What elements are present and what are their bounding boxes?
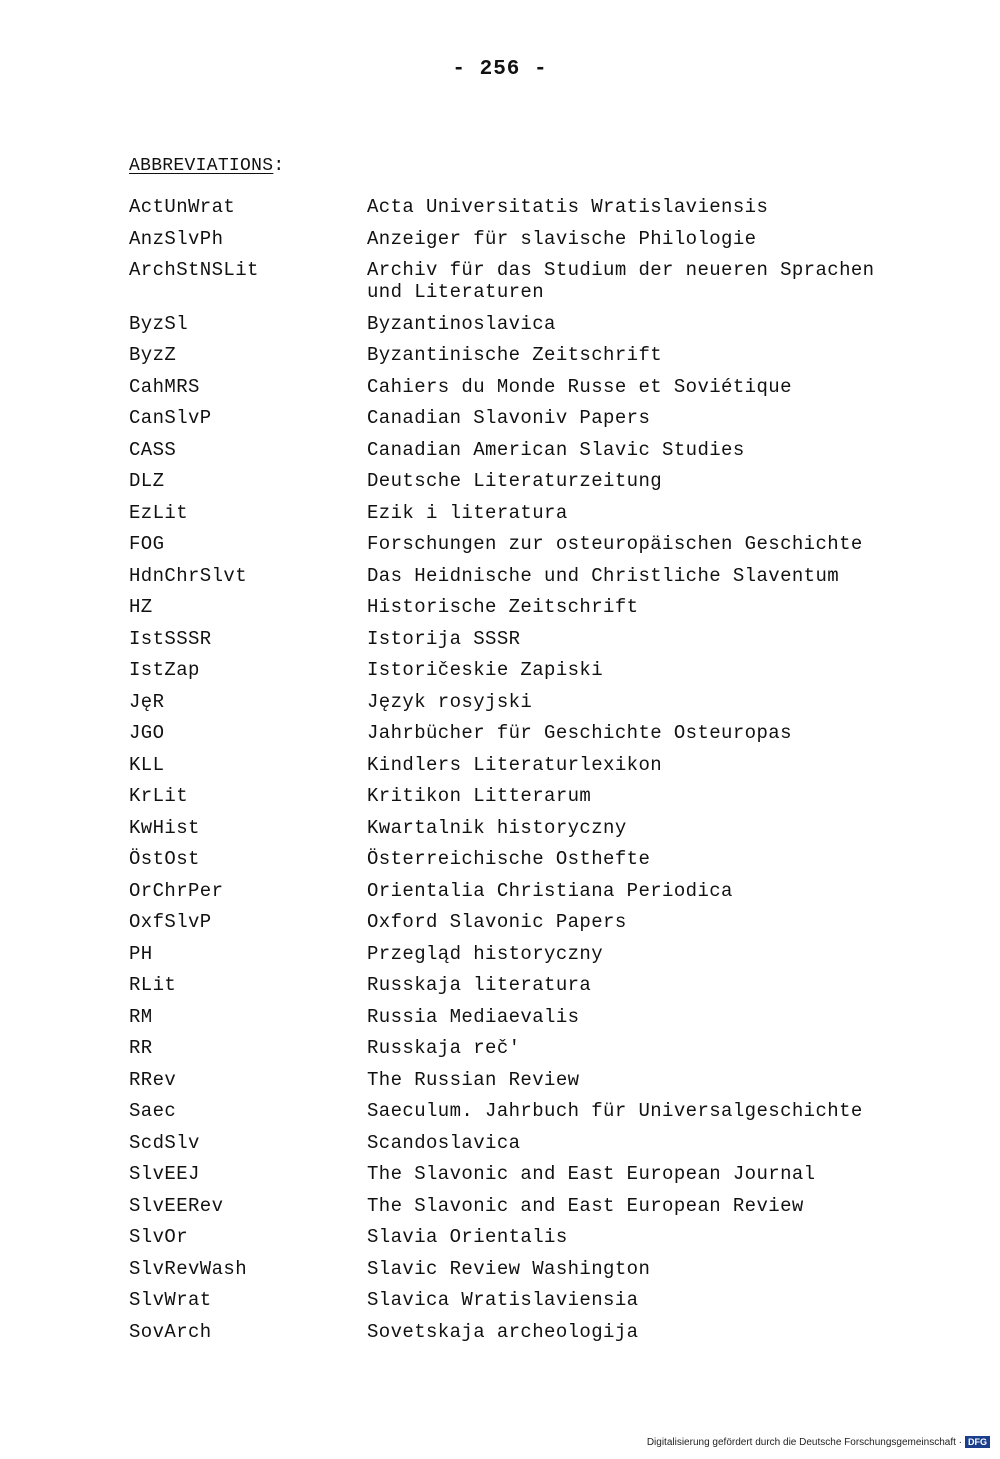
list-item [129, 785, 929, 807]
list-item [129, 1037, 929, 1059]
abbreviation: OxfSlvP [129, 911, 212, 933]
abbreviation: HdnChrSlvt [129, 564, 248, 587]
full-title [367, 1289, 929, 1311]
list-item [129, 1321, 929, 1343]
list-item [129, 533, 929, 555]
abbreviation: PH [129, 942, 153, 965]
full-title-line: Acta Universitatis Wratislaviensis [367, 196, 769, 218]
full-title-line: Forschungen zur osteuropäischen Geschichte [367, 533, 863, 555]
list-item [129, 344, 929, 366]
full-title-line: The Russian Review [367, 1068, 580, 1091]
footer-text: Digitalisierung gefördert durch die Deutsche Forschungsgemeinschaft · [646, 1436, 962, 1448]
page-number: - 256 - [452, 58, 548, 81]
full-title-line: Język rosyjski [367, 690, 533, 713]
abbreviation: CanSlvP [129, 407, 212, 429]
full-title-line: Orientalia Christiana Periodica [367, 879, 733, 902]
full-title [367, 407, 929, 429]
full-title-line: Przegląd historyczny [367, 942, 604, 965]
abbreviation: KrLit [129, 785, 189, 807]
full-title [367, 659, 929, 681]
list-item [129, 628, 929, 650]
list-item [129, 880, 929, 902]
full-title-line: Canadian Slavoniv Papers [367, 407, 651, 429]
list-item [129, 1132, 929, 1154]
full-title-line: The Slavonic and East European Journal [367, 1163, 816, 1185]
full-title-line: Istorija SSSR [367, 627, 521, 650]
list-item [129, 1226, 929, 1248]
full-title [367, 502, 929, 524]
list-item [129, 1069, 929, 1091]
list-item [129, 1100, 929, 1122]
abbreviation: ÖstOst [129, 848, 200, 870]
abbreviations-heading [129, 156, 284, 176]
full-title-line: Russkaja literatura [367, 974, 592, 996]
full-title-line: Ezik i literatura [367, 501, 568, 524]
list-item [129, 943, 929, 965]
full-title [367, 470, 929, 492]
full-title [367, 880, 929, 902]
full-title [367, 1226, 929, 1248]
abbreviation: IstZap [129, 659, 200, 681]
list-item [129, 754, 929, 776]
full-title-line: Russia Mediaevalis [367, 1005, 580, 1028]
abbreviation: KwHist [129, 816, 200, 839]
abbreviation-list [129, 196, 929, 1352]
full-title-line: Scandoslavica [367, 1131, 521, 1154]
dfg-logo-icon: DFG [965, 1436, 990, 1448]
full-title [367, 259, 929, 303]
full-title [367, 1006, 929, 1028]
abbreviation: RLit [129, 974, 177, 996]
list-item [129, 817, 929, 839]
abbreviation: IstSSSR [129, 627, 212, 650]
full-title-line: Anzeiger für slavische Philologie [367, 227, 757, 250]
full-title [367, 1163, 929, 1185]
abbreviation: CASS [129, 438, 177, 461]
full-title [367, 817, 929, 839]
list-item [129, 470, 929, 492]
list-item [129, 196, 929, 218]
abbreviation: FOG [129, 533, 165, 555]
list-item [129, 259, 929, 303]
list-item [129, 376, 929, 398]
abbreviation: JGO [129, 722, 165, 744]
list-item [129, 911, 929, 933]
list-item [129, 848, 929, 870]
abbreviation: ArchStNSLit [129, 259, 259, 281]
full-title [367, 1100, 929, 1122]
full-title [367, 313, 929, 335]
abbreviation: ByzZ [129, 344, 177, 366]
list-item [129, 1006, 929, 1028]
heading-colon: : [273, 156, 285, 176]
list-item [129, 313, 929, 335]
list-item [129, 659, 929, 681]
heading-text: ABBREVIATIONS [129, 156, 274, 176]
list-item [129, 1258, 929, 1280]
list-item [129, 407, 929, 429]
abbreviation: DLZ [129, 470, 165, 492]
list-item [129, 228, 929, 250]
full-title-line: Canadian American Slavic Studies [367, 438, 745, 461]
full-title [367, 1037, 929, 1059]
abbreviation: SlvRevWash [129, 1257, 248, 1280]
full-title-line: Byzantinoslavica [367, 312, 556, 335]
full-title [367, 911, 929, 933]
list-item [129, 1289, 929, 1311]
full-title [367, 1069, 929, 1091]
full-title-line: Kwartalnik historyczny [367, 816, 627, 839]
abbreviation: RRev [129, 1068, 177, 1091]
abbreviation: SlvOr [129, 1226, 189, 1248]
full-title [367, 376, 929, 398]
abbreviation: SlvEERev [129, 1194, 224, 1217]
full-title-line: Slavic Review Washington [367, 1257, 651, 1280]
list-item [129, 439, 929, 461]
full-title-line: Das Heidnische und Christliche Slaventum [367, 564, 840, 587]
full-title [367, 1258, 929, 1280]
abbreviation: HZ [129, 596, 153, 618]
abbreviation: JęR [129, 690, 165, 713]
abbreviation: EzLit [129, 501, 189, 524]
full-title-line: Deutsche Literaturzeitung [367, 470, 663, 492]
full-title [367, 228, 929, 250]
footer [647, 1436, 990, 1448]
full-title [367, 1321, 929, 1343]
full-title-line: Cahiers du Monde Russe et Soviétique [367, 375, 792, 398]
full-title-line: Byzantinische Zeitschrift [367, 344, 663, 366]
full-title [367, 596, 929, 618]
abbreviation: KLL [129, 753, 165, 776]
full-title [367, 1132, 929, 1154]
full-title [367, 848, 929, 870]
full-title-line: The Slavonic and East European Review [367, 1194, 804, 1217]
list-item [129, 691, 929, 713]
abbreviation: ScdSlv [129, 1131, 200, 1154]
full-title [367, 785, 929, 807]
list-item [129, 596, 929, 618]
abbreviation: RR [129, 1037, 153, 1059]
full-title [367, 344, 929, 366]
abbreviation: ActUnWrat [129, 196, 236, 218]
full-title [367, 565, 929, 587]
full-title-line: Istoričeskie Zapiski [367, 659, 604, 681]
abbreviation: RM [129, 1005, 153, 1028]
full-title [367, 974, 929, 996]
full-title [367, 533, 929, 555]
full-title [367, 754, 929, 776]
list-item [129, 722, 929, 744]
full-title-line: Kritikon Litterarum [367, 785, 592, 807]
list-item [129, 502, 929, 524]
full-title-line: Slavica Wratislaviensia [367, 1289, 639, 1311]
full-title [367, 1195, 929, 1217]
abbreviation: OrChrPer [129, 879, 224, 902]
full-title-line: Jahrbücher für Geschichte Osteuropas [367, 722, 792, 744]
full-title-line: Oxford Slavonic Papers [367, 911, 627, 933]
abbreviation: SlvEEJ [129, 1163, 200, 1185]
full-title [367, 943, 929, 965]
full-title-line: Slavia Orientalis [367, 1226, 568, 1248]
full-title-line: Kindlers Literaturlexikon [367, 753, 663, 776]
full-title-line: Österreichische Osthefte [367, 848, 651, 870]
full-title-line: Historische Zeitschrift [367, 596, 639, 618]
full-title-line: Sovetskaja archeologija [367, 1320, 639, 1343]
full-title [367, 628, 929, 650]
list-item [129, 1195, 929, 1217]
full-title [367, 439, 929, 461]
list-item [129, 565, 929, 587]
full-title-line: Saeculum. Jahrbuch für Universalgeschichte [367, 1100, 863, 1122]
abbreviation: Saec [129, 1100, 177, 1122]
full-title [367, 196, 929, 218]
full-title-line: und Literaturen [367, 281, 545, 303]
abbreviation: CahMRS [129, 375, 200, 398]
full-title-line: Archiv für das Studium der neueren Sprachen [367, 259, 875, 281]
list-item [129, 974, 929, 996]
list-item [129, 1163, 929, 1185]
full-title [367, 722, 929, 744]
abbreviation: SovArch [129, 1320, 212, 1343]
abbreviation: ByzSl [129, 312, 189, 335]
abbreviation: AnzSlvPh [129, 227, 224, 250]
full-title [367, 691, 929, 713]
full-title-line: Russkaja reč' [367, 1037, 521, 1059]
abbreviation: SlvWrat [129, 1289, 212, 1311]
